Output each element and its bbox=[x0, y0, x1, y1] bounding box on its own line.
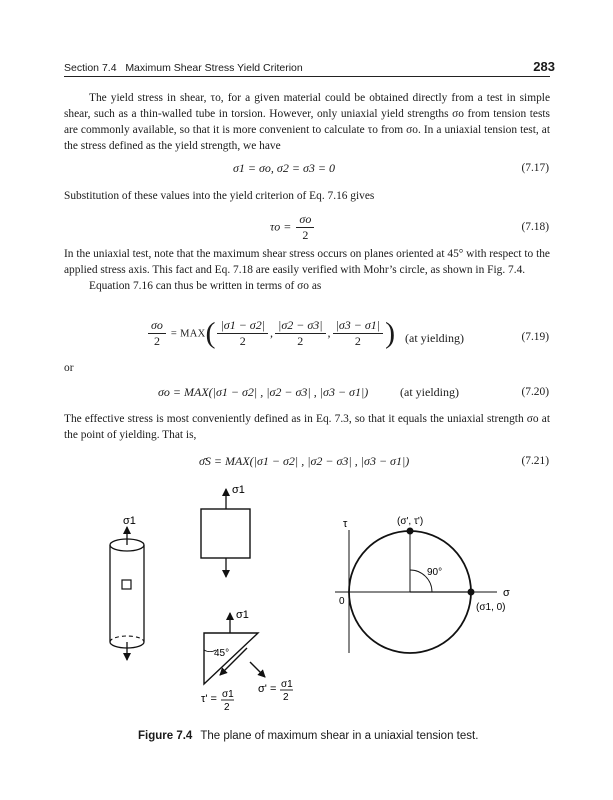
eq-7-20-note: (at yielding) bbox=[400, 385, 459, 399]
tube-sigma1-label: σ1 bbox=[123, 515, 136, 527]
paragraph-or-text: or bbox=[64, 362, 74, 374]
tau-prime-lhs: τ' = bbox=[201, 693, 217, 705]
figure-caption bbox=[138, 730, 478, 742]
paragraph-3-text: In the uniaxial test, note that the maximum shear stress occurs on planes oriented at 45° with respect to the applied stress axis. This fact and Eq. 7.18 are easily verified with Mohr’s circle, as shown in Fig. 7.4. bbox=[64, 248, 550, 276]
caption-text: The plane of maximum shear in a uniaxial tension test. bbox=[200, 730, 479, 742]
eq-7-18-den: 2 bbox=[302, 228, 309, 242]
equation-7-17: σ1 = σo, σ2 = σ3 = 0 bbox=[233, 161, 335, 175]
eq-7-19-t1-num: |σ1 − σ2| bbox=[217, 318, 268, 334]
tau-prime-den: 2 bbox=[224, 702, 230, 713]
paragraph-2-text: Substitution of these values into the yield criterion of Eq. 7.16 gives bbox=[64, 190, 375, 202]
angle-90-label: 90° bbox=[427, 567, 443, 578]
paragraph-6-text: The effective stress is most conveniently defined as in Eq. 7.3, so that it equals the uniaxial strength σo at the point of yielding. That is, bbox=[64, 413, 550, 441]
right-point-label: (σ1, 0) bbox=[476, 602, 506, 613]
equation-7-18-number: (7.18) bbox=[521, 221, 549, 233]
caption-label: Figure 7.4 bbox=[138, 730, 193, 742]
top-point-label: (σ', τ') bbox=[397, 516, 424, 527]
eq-7-19-t2-num: |σ2 − σ3| bbox=[275, 318, 326, 334]
sigma-prime-lhs: σ' = bbox=[258, 683, 277, 695]
sigma-prime-num: σ1 bbox=[281, 679, 293, 690]
tube-specimen bbox=[110, 515, 144, 660]
page-number: 283 bbox=[533, 59, 555, 74]
eq-7-19-lhs-den: 2 bbox=[153, 334, 160, 348]
equation-7-19-number: (7.19) bbox=[521, 331, 549, 343]
equation-7-21-number: (7.21) bbox=[521, 455, 549, 467]
wedge-45-label: 45° bbox=[214, 648, 230, 659]
point-right bbox=[468, 589, 475, 596]
sigma-prime-arrow bbox=[250, 662, 265, 677]
tau-axis-label: τ bbox=[343, 518, 348, 530]
eq-7-19-t3-den: 2 bbox=[354, 334, 361, 348]
sigma-axis-label: σ bbox=[503, 587, 510, 599]
paragraph-1-text: The yield stress in shear, τo, for a given material could be obtained directly from a test in simple shear, such as a thin-walled tube in torsion. However, only uniaxial yield strengths σo from tension tests are commonly available, so that it is more convenient to calculate τo from σo. In a uniaxial tension test, at the stress defined as the yield strength, we have bbox=[64, 92, 550, 152]
eq-7-19-note: (at yielding) bbox=[405, 331, 464, 345]
eq-7-18-num: σo bbox=[296, 212, 314, 228]
eq-7-19-op: = MAX bbox=[170, 328, 206, 340]
header-title: Maximum Shear Stress Yield Criterion bbox=[125, 62, 303, 74]
eq-7-19-rparen: ) bbox=[385, 316, 396, 350]
equation-7-21: σ̄S = MAX(|σ1 − σ2| , |σ2 − σ3| , |σ3 − σ1|) bbox=[199, 454, 410, 468]
eq-7-19-lhs-num: σo bbox=[148, 318, 166, 334]
equation-7-17-number: (7.17) bbox=[521, 162, 549, 174]
eq-7-19-t1-den: 2 bbox=[239, 334, 246, 348]
tube-element-square bbox=[122, 580, 131, 589]
eq-7-19-lparen: ( bbox=[205, 316, 216, 350]
eq-7-19-t3-num: |σ3 − σ1| bbox=[333, 318, 384, 334]
eq-7-18-lhs: τo = bbox=[270, 219, 292, 234]
equation-7-20: σo = MAX(|σ1 − σ2| , |σ2 − σ3| , |σ3 − σ1|) bbox=[158, 385, 369, 399]
paragraph-4-text: Equation 7.16 can thus be written in terms of σo as bbox=[89, 280, 322, 292]
square-element bbox=[201, 484, 250, 577]
point-top bbox=[407, 528, 414, 535]
origin-label: 0 bbox=[339, 596, 345, 607]
header-section: Section 7.4 bbox=[64, 62, 117, 74]
wedge-sigma1-label: σ1 bbox=[236, 609, 249, 621]
square-sigma1-label: σ1 bbox=[232, 484, 245, 496]
equation-7-20-number: (7.20) bbox=[521, 386, 549, 398]
mohr-circle-diagram bbox=[335, 516, 510, 653]
sigma-prime-den: 2 bbox=[283, 692, 289, 703]
tau-prime-num: σ1 bbox=[222, 689, 234, 700]
wedge-element bbox=[201, 609, 293, 713]
equation-7-19: $\frac{\sigma o}{2}$ = MAX( $\frac{|\sigma 1 - \sigma 2|}{2}$ , $\frac{|\sigma 2 - \sigma 3|}{2}$ , $\frac{|\sigma 3 - \sigma 1|}{2}$ ) bbox=[146, 318, 395, 349]
eq-7-19-t2-den: 2 bbox=[297, 334, 304, 348]
